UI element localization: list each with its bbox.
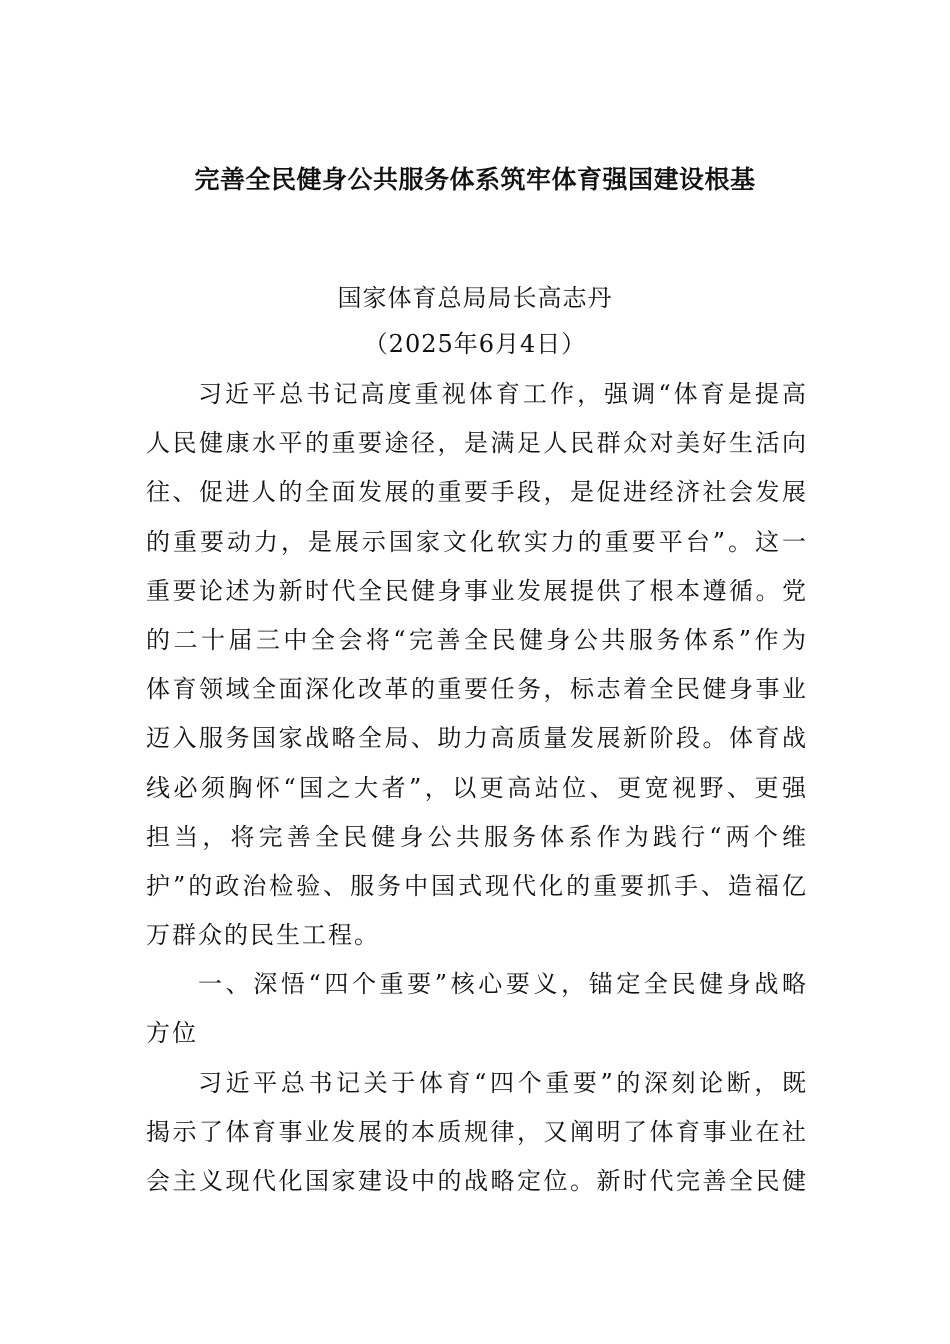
document-author: 国家体育总局局长高志丹	[337, 284, 613, 312]
paragraph-1-line-4: 的重要动力，是展示国家文化软实力的重要平台”。这一	[146, 527, 806, 556]
paragraph-1-line-1: 习近平总书记高度重视体育工作，强调“体育是提高	[198, 380, 806, 408]
paragraph-2-line-3: 会主义现代化国家建设中的战略定位。新时代完善全民健	[146, 1167, 806, 1195]
paragraph-2-line-1: 习近平总书记关于体育“四个重要”的深刻论断，既	[198, 1068, 806, 1097]
document-body	[146, 370, 806, 1206]
paragraph-1-line-11: 护”的政治检验、服务中国式现代化的重要抓手、造福亿	[146, 871, 806, 900]
paragraph-1-line-8: 迈入服务国家战略全局、助力高质量发展新阶段。体育战	[146, 724, 806, 753]
document-title: 完善全民健身公共服务体系筑牢体育强国建设根基	[194, 165, 756, 194]
paragraph-1-line-10: 担当，将完善全民健身公共服务体系作为践行“两个维	[146, 822, 806, 851]
paragraph-1-line-6: 的二十届三中全会将“完善全民健身公共服务体系”作为	[146, 625, 806, 654]
paragraph-1-line-2: 人民健康水平的重要途径，是满足人民群众对美好生活向	[146, 429, 806, 458]
paragraph-1-line-7: 体育领域全面深化改革的重要任务，标志着全民健身事业	[146, 675, 806, 704]
paragraph-2-line-2: 揭示了体育事业发展的本质规律，又阐明了体育事业在社	[146, 1117, 806, 1146]
section-heading-line-2: 方位	[146, 1019, 198, 1048]
paragraph-1-line-9: 线必须胸怀“国之大者”，以更高站位、更宽视野、更强	[146, 773, 806, 802]
document-date: （2025年6月4日）	[363, 330, 587, 358]
section-heading-line-1: 一、深悟“四个重要”核心要义，锚定全民健身战略	[198, 970, 806, 999]
paragraph-1-line-12: 万群众的民生工程。	[146, 921, 380, 950]
paragraph-1-line-5: 重要论述为新时代全民健身事业发展提供了根本遵循。党	[146, 576, 806, 605]
paragraph-1-line-3: 往、促进人的全面发展的重要手段，是促进经济社会发展	[146, 478, 806, 507]
